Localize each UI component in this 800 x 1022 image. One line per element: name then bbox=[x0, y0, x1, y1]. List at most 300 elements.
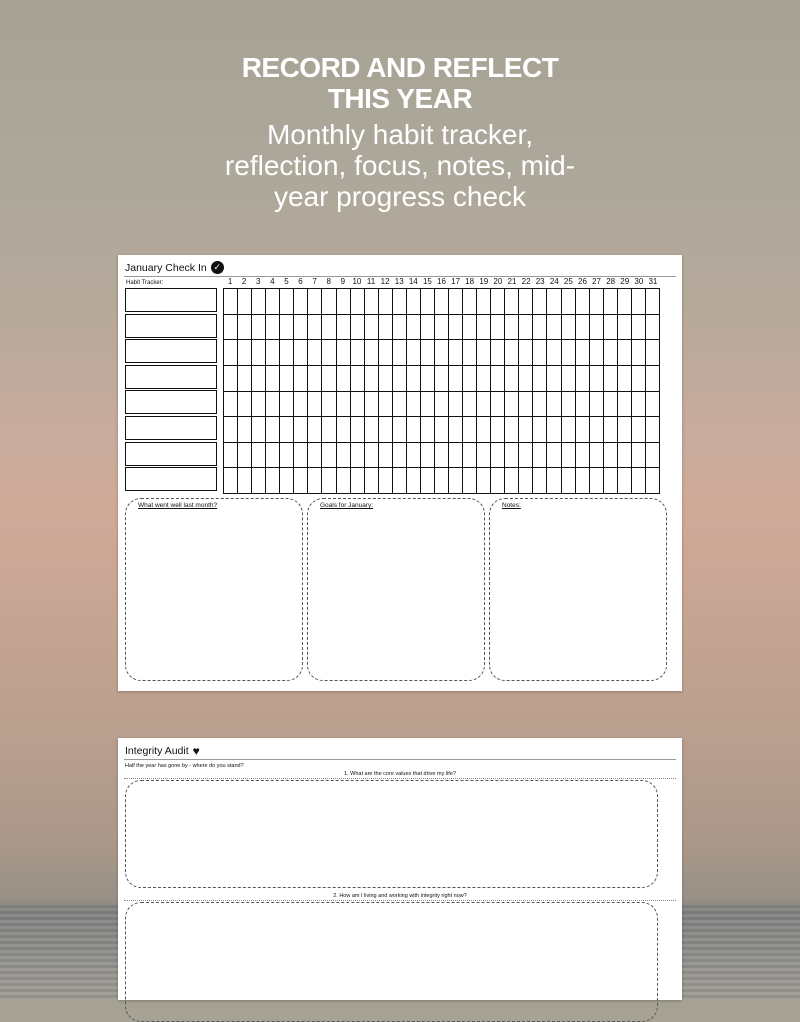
habit-cell bbox=[322, 417, 336, 443]
habit-cell bbox=[308, 315, 322, 341]
habit-cell bbox=[449, 366, 463, 392]
habit-cell bbox=[308, 289, 322, 315]
habit-cell bbox=[351, 468, 365, 494]
habit-cell bbox=[519, 443, 533, 469]
habit-cell bbox=[505, 392, 519, 418]
habit-name-column bbox=[125, 288, 217, 493]
habit-cell bbox=[224, 417, 238, 443]
habit-cell bbox=[505, 468, 519, 494]
habit-cell bbox=[519, 340, 533, 366]
habit-cell bbox=[252, 289, 266, 315]
habit-cell bbox=[463, 417, 477, 443]
habit-cell bbox=[632, 366, 646, 392]
day-number: 13 bbox=[394, 277, 404, 286]
habit-cell bbox=[421, 289, 435, 315]
day-number: 14 bbox=[408, 277, 418, 286]
habit-cell bbox=[505, 315, 519, 341]
subtitle-line2: reflection, focus, notes, mid- bbox=[224, 150, 576, 181]
habit-cell bbox=[604, 315, 618, 341]
habit-cell bbox=[266, 289, 280, 315]
habit-grid bbox=[223, 288, 660, 494]
habit-cell bbox=[393, 468, 407, 494]
habit-cell bbox=[351, 315, 365, 341]
habit-cell bbox=[365, 417, 379, 443]
habit-cell bbox=[351, 340, 365, 366]
habit-cell bbox=[365, 366, 379, 392]
day-number: 19 bbox=[479, 277, 489, 286]
subtitle-line1: Monthly habit tracker, bbox=[266, 119, 534, 150]
habit-cell bbox=[435, 315, 449, 341]
answer-box-2 bbox=[125, 902, 658, 1022]
habit-cell bbox=[562, 392, 576, 418]
sheet-title-text: Integrity Audit bbox=[125, 745, 189, 757]
habit-cell bbox=[547, 417, 561, 443]
habit-name-box bbox=[125, 467, 217, 491]
notes-box bbox=[489, 498, 667, 681]
habit-cell bbox=[590, 392, 604, 418]
habit-cell bbox=[463, 289, 477, 315]
audit-subtitle: Half the year has gone by - where do you stand? bbox=[125, 763, 244, 769]
notes-label: Notes: bbox=[502, 502, 521, 509]
integrity-audit-sheet bbox=[118, 738, 682, 1000]
habit-cell bbox=[337, 468, 351, 494]
habit-cell bbox=[463, 366, 477, 392]
habit-cell bbox=[393, 340, 407, 366]
habit-cell bbox=[576, 392, 590, 418]
habit-cell bbox=[435, 392, 449, 418]
day-number: 3 bbox=[256, 277, 261, 286]
day-number: 27 bbox=[592, 277, 602, 286]
habit-cell bbox=[379, 340, 393, 366]
habit-cell bbox=[632, 443, 646, 469]
day-number: 16 bbox=[437, 277, 446, 286]
habit-cell bbox=[435, 340, 449, 366]
habit-cell bbox=[547, 468, 561, 494]
day-number: 1 bbox=[227, 277, 233, 286]
habit-cell bbox=[351, 443, 365, 469]
habit-cell bbox=[618, 340, 632, 366]
habit-cell bbox=[322, 468, 336, 494]
habit-cell bbox=[519, 417, 533, 443]
habit-cell bbox=[224, 340, 238, 366]
habit-cell bbox=[477, 417, 491, 443]
habit-cell bbox=[393, 315, 407, 341]
habit-cell bbox=[646, 289, 660, 315]
habit-cell bbox=[547, 366, 561, 392]
habit-cell bbox=[618, 417, 632, 443]
sheet-title-text: January Check In bbox=[125, 261, 207, 274]
habit-cell bbox=[365, 443, 379, 469]
question-2: 2. How am I living and working with integrity right now? bbox=[333, 893, 467, 899]
habit-cell bbox=[477, 315, 491, 341]
habit-cell bbox=[533, 289, 547, 315]
habit-cell bbox=[238, 340, 252, 366]
habit-cell bbox=[449, 392, 463, 418]
headline-title-line1: RECORD AND REFLECT bbox=[241, 52, 559, 83]
habit-cell bbox=[477, 468, 491, 494]
what-went-well-box bbox=[125, 498, 303, 681]
habit-cell bbox=[308, 366, 322, 392]
habit-cell bbox=[491, 468, 505, 494]
answer-box-1 bbox=[125, 780, 658, 888]
habit-cell bbox=[604, 417, 618, 443]
habit-cell bbox=[491, 443, 505, 469]
habit-cell bbox=[224, 468, 238, 494]
day-number-header bbox=[223, 277, 660, 286]
habit-cell bbox=[646, 392, 660, 418]
habit-cell bbox=[618, 366, 632, 392]
day-number: 11 bbox=[366, 277, 376, 286]
habit-cell bbox=[379, 443, 393, 469]
habit-cell bbox=[547, 340, 561, 366]
habit-cell bbox=[632, 392, 646, 418]
habit-cell bbox=[590, 315, 604, 341]
habit-cell bbox=[477, 289, 491, 315]
habit-cell bbox=[365, 289, 379, 315]
habit-cell bbox=[393, 392, 407, 418]
habit-cell bbox=[562, 468, 576, 494]
habit-cell bbox=[266, 366, 280, 392]
habit-cell bbox=[562, 289, 576, 315]
habit-cell bbox=[463, 443, 477, 469]
habit-cell bbox=[604, 443, 618, 469]
habit-cell bbox=[547, 289, 561, 315]
habit-cell bbox=[407, 340, 421, 366]
headline-subtitle bbox=[0, 119, 800, 212]
habit-cell bbox=[590, 417, 604, 443]
habit-name-box bbox=[125, 339, 217, 363]
habit-cell bbox=[379, 315, 393, 341]
habit-cell bbox=[435, 366, 449, 392]
habit-cell bbox=[280, 392, 294, 418]
habit-cell bbox=[252, 366, 266, 392]
habit-name-box bbox=[125, 416, 217, 440]
day-number: 12 bbox=[380, 277, 390, 286]
what-went-well-label: What went well last month? bbox=[138, 502, 218, 509]
habit-cell bbox=[280, 340, 294, 366]
habit-cell bbox=[238, 392, 252, 418]
day-number: 9 bbox=[340, 277, 346, 286]
habit-cell bbox=[280, 417, 294, 443]
habit-cell bbox=[533, 340, 547, 366]
habit-cell bbox=[252, 417, 266, 443]
habit-cell bbox=[519, 366, 533, 392]
habit-cell bbox=[435, 289, 449, 315]
habit-cell bbox=[491, 315, 505, 341]
day-number: 17 bbox=[451, 277, 461, 286]
habit-cell bbox=[322, 443, 336, 469]
habit-cell bbox=[238, 417, 252, 443]
day-number: 21 bbox=[507, 277, 517, 286]
habit-name-box bbox=[125, 442, 217, 466]
habit-cell bbox=[266, 468, 280, 494]
day-number: 8 bbox=[326, 277, 331, 286]
habit-cell bbox=[604, 366, 618, 392]
habit-cell bbox=[547, 315, 561, 341]
day-number: 5 bbox=[284, 277, 289, 286]
habit-cell bbox=[322, 392, 336, 418]
habit-cell bbox=[393, 443, 407, 469]
habit-cell bbox=[632, 340, 646, 366]
habit-cell bbox=[294, 417, 308, 443]
habit-tracker-label: Habit Tracker: bbox=[126, 280, 164, 286]
question-1: 1. What are the core values that drive my life? bbox=[344, 771, 456, 777]
habit-cell bbox=[238, 289, 252, 315]
habit-cell bbox=[266, 392, 280, 418]
habit-cell bbox=[533, 468, 547, 494]
habit-cell bbox=[308, 417, 322, 443]
habit-name-box bbox=[125, 314, 217, 338]
day-number: 24 bbox=[549, 277, 559, 286]
day-number: 30 bbox=[634, 277, 644, 286]
sheet-title bbox=[125, 261, 224, 274]
habit-cell bbox=[337, 392, 351, 418]
habit-cell bbox=[477, 340, 491, 366]
habit-cell bbox=[407, 392, 421, 418]
habit-cell bbox=[449, 417, 463, 443]
day-number: 23 bbox=[535, 277, 545, 286]
habit-cell bbox=[491, 340, 505, 366]
habit-cell bbox=[576, 289, 590, 315]
habit-cell bbox=[590, 366, 604, 392]
habit-cell bbox=[562, 315, 576, 341]
habit-cell bbox=[646, 443, 660, 469]
habit-cell bbox=[294, 366, 308, 392]
habit-cell bbox=[533, 443, 547, 469]
habit-cell bbox=[238, 315, 252, 341]
habit-cell bbox=[604, 289, 618, 315]
habit-cell bbox=[337, 315, 351, 341]
day-number: 10 bbox=[352, 277, 362, 286]
day-number: 15 bbox=[422, 277, 432, 286]
habit-cell bbox=[252, 315, 266, 341]
habit-cell bbox=[238, 366, 252, 392]
habit-cell bbox=[308, 468, 322, 494]
habit-cell bbox=[407, 417, 421, 443]
habit-cell bbox=[252, 340, 266, 366]
january-check-in-sheet bbox=[118, 255, 682, 691]
habit-cell bbox=[533, 392, 547, 418]
habit-cell bbox=[337, 417, 351, 443]
habit-cell bbox=[407, 366, 421, 392]
habit-cell bbox=[519, 468, 533, 494]
sheet-title bbox=[125, 744, 200, 758]
habit-cell bbox=[491, 417, 505, 443]
habit-cell bbox=[491, 392, 505, 418]
habit-cell bbox=[646, 340, 660, 366]
habit-cell bbox=[379, 468, 393, 494]
day-number: 28 bbox=[606, 277, 616, 286]
habit-cell bbox=[505, 417, 519, 443]
habit-cell bbox=[365, 315, 379, 341]
habit-cell bbox=[421, 392, 435, 418]
habit-cell bbox=[294, 443, 308, 469]
habit-cell bbox=[407, 443, 421, 469]
habit-cell bbox=[252, 468, 266, 494]
habit-cell bbox=[477, 392, 491, 418]
habit-cell bbox=[491, 366, 505, 392]
habit-cell bbox=[618, 443, 632, 469]
habit-cell bbox=[308, 340, 322, 366]
question-2-divider bbox=[124, 900, 676, 901]
headline-title bbox=[0, 52, 800, 114]
habit-cell bbox=[562, 366, 576, 392]
habit-cell bbox=[449, 289, 463, 315]
habit-name-box bbox=[125, 390, 217, 414]
habit-cell bbox=[576, 340, 590, 366]
habit-cell bbox=[393, 289, 407, 315]
title-divider bbox=[124, 759, 676, 760]
habit-cell bbox=[477, 443, 491, 469]
day-number: 22 bbox=[521, 277, 531, 286]
habit-cell bbox=[477, 366, 491, 392]
habit-cell bbox=[618, 392, 632, 418]
habit-cell bbox=[562, 443, 576, 469]
habit-cell bbox=[407, 315, 421, 341]
habit-cell bbox=[393, 366, 407, 392]
heart-icon: ♥ bbox=[192, 744, 200, 758]
habit-cell bbox=[280, 468, 294, 494]
day-number: 6 bbox=[298, 277, 303, 286]
habit-cell bbox=[351, 289, 365, 315]
habit-cell bbox=[576, 366, 590, 392]
habit-cell bbox=[632, 315, 646, 341]
habit-cell bbox=[308, 443, 322, 469]
habit-cell bbox=[421, 315, 435, 341]
habit-cell bbox=[562, 417, 576, 443]
headline-title-line2: THIS YEAR bbox=[327, 83, 473, 114]
subtitle-line3: year progress check bbox=[273, 181, 527, 212]
habit-cell bbox=[604, 392, 618, 418]
habit-cell bbox=[252, 392, 266, 418]
habit-cell bbox=[435, 417, 449, 443]
habit-cell bbox=[533, 417, 547, 443]
day-number: 25 bbox=[563, 277, 573, 286]
day-number: 2 bbox=[241, 277, 247, 286]
headline bbox=[0, 52, 800, 212]
habit-cell bbox=[224, 315, 238, 341]
habit-cell bbox=[505, 366, 519, 392]
habit-cell bbox=[421, 366, 435, 392]
check-circle-icon: ✓ bbox=[211, 261, 224, 274]
habit-cell bbox=[576, 468, 590, 494]
habit-cell bbox=[576, 417, 590, 443]
habit-cell bbox=[280, 289, 294, 315]
habit-cell bbox=[294, 392, 308, 418]
habit-cell bbox=[435, 443, 449, 469]
habit-cell bbox=[393, 417, 407, 443]
habit-cell bbox=[590, 468, 604, 494]
habit-cell bbox=[463, 392, 477, 418]
habit-cell bbox=[280, 366, 294, 392]
habit-cell bbox=[266, 417, 280, 443]
question-1-divider bbox=[124, 778, 676, 779]
habit-cell bbox=[533, 315, 547, 341]
habit-cell bbox=[407, 468, 421, 494]
habit-cell bbox=[421, 417, 435, 443]
habit-cell bbox=[547, 392, 561, 418]
habit-cell bbox=[618, 315, 632, 341]
habit-cell bbox=[379, 366, 393, 392]
habit-cell bbox=[266, 340, 280, 366]
habit-cell bbox=[224, 289, 238, 315]
habit-cell bbox=[322, 315, 336, 341]
habit-name-box bbox=[125, 365, 217, 389]
habit-cell bbox=[505, 340, 519, 366]
habit-cell bbox=[379, 417, 393, 443]
habit-cell bbox=[533, 366, 547, 392]
habit-cell bbox=[224, 366, 238, 392]
day-number: 7 bbox=[312, 277, 317, 286]
habit-cell bbox=[632, 417, 646, 443]
habit-name-box bbox=[125, 288, 217, 312]
habit-cell bbox=[407, 289, 421, 315]
habit-cell bbox=[449, 315, 463, 341]
habit-cell bbox=[449, 468, 463, 494]
habit-cell bbox=[491, 289, 505, 315]
habit-cell bbox=[294, 340, 308, 366]
habit-cell bbox=[463, 340, 477, 366]
habit-cell bbox=[294, 315, 308, 341]
habit-cell bbox=[266, 315, 280, 341]
habit-cell bbox=[280, 443, 294, 469]
habit-cell bbox=[337, 340, 351, 366]
habit-cell bbox=[604, 468, 618, 494]
habit-cell bbox=[449, 340, 463, 366]
habit-cell bbox=[351, 417, 365, 443]
habit-cell bbox=[576, 443, 590, 469]
habit-cell bbox=[435, 468, 449, 494]
habit-cell bbox=[646, 366, 660, 392]
goals-box bbox=[307, 498, 485, 681]
habit-cell bbox=[547, 443, 561, 469]
habit-cell bbox=[646, 468, 660, 494]
habit-cell bbox=[590, 443, 604, 469]
habit-cell bbox=[463, 468, 477, 494]
habit-cell bbox=[421, 340, 435, 366]
habit-cell bbox=[308, 392, 322, 418]
habit-cell bbox=[294, 289, 308, 315]
day-number: 29 bbox=[620, 277, 630, 286]
habit-cell bbox=[238, 468, 252, 494]
habit-cell bbox=[294, 468, 308, 494]
day-number: 18 bbox=[465, 277, 475, 286]
day-number: 4 bbox=[270, 277, 275, 286]
habit-cell bbox=[280, 315, 294, 341]
habit-cell bbox=[618, 468, 632, 494]
goals-label: Goals for January: bbox=[320, 502, 374, 509]
habit-cell bbox=[365, 468, 379, 494]
habit-cell bbox=[519, 392, 533, 418]
habit-cell bbox=[337, 289, 351, 315]
habit-cell bbox=[449, 443, 463, 469]
habit-cell bbox=[590, 340, 604, 366]
habit-cell bbox=[351, 392, 365, 418]
day-number: 31 bbox=[648, 277, 658, 286]
day-number: 26 bbox=[578, 277, 587, 286]
habit-cell bbox=[322, 340, 336, 366]
habit-cell bbox=[365, 340, 379, 366]
habit-cell bbox=[252, 443, 266, 469]
habit-cell bbox=[266, 443, 280, 469]
habit-cell bbox=[238, 443, 252, 469]
habit-cell bbox=[590, 289, 604, 315]
habit-cell bbox=[646, 315, 660, 341]
habit-cell bbox=[337, 443, 351, 469]
habit-cell bbox=[562, 340, 576, 366]
habit-cell bbox=[351, 366, 365, 392]
habit-cell bbox=[646, 417, 660, 443]
